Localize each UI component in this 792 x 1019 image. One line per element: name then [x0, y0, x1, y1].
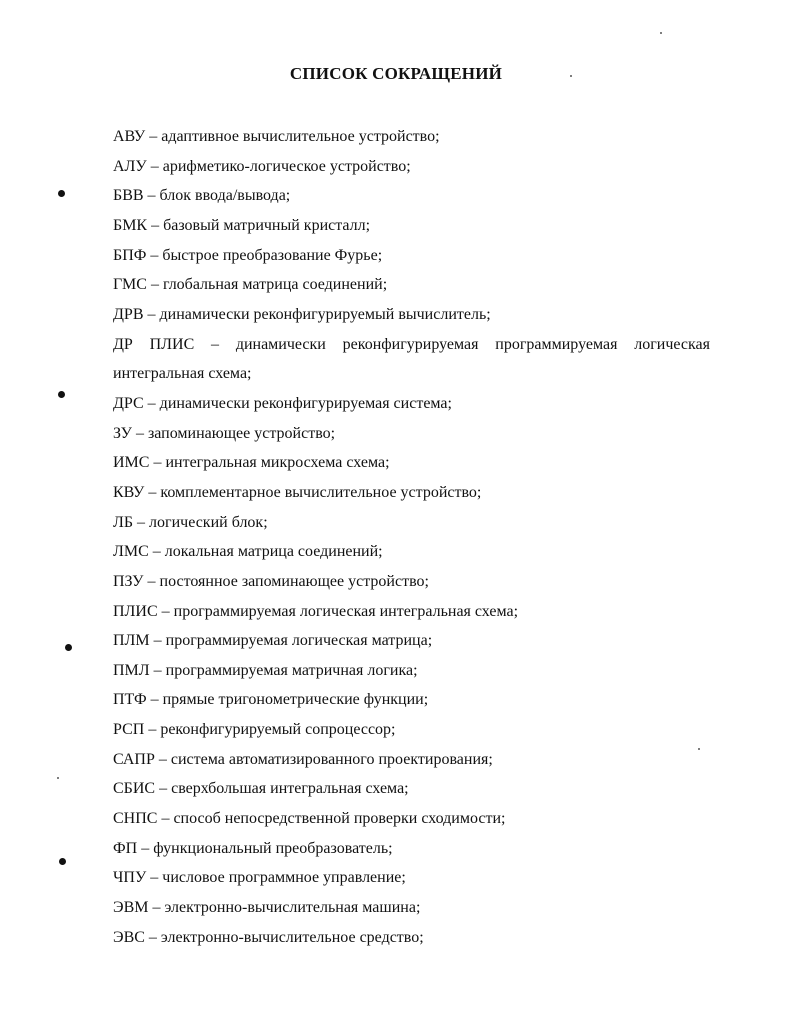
list-item: БПФ – быстрое преобразование Фурье; — [113, 246, 383, 264]
list-item: РСП – реконфигурируемый сопроцессор; — [113, 721, 396, 739]
list-item: ПМЛ – программируемая матричная логика; — [113, 661, 418, 679]
list-item: КВУ – комплементарное вычислительное устройство; — [113, 483, 482, 501]
list-item: СБИС – сверхбольшая интегральная схема; — [113, 780, 409, 798]
page-title: СПИСОК СОКРАЩЕНИЙ — [289, 64, 503, 83]
list-item: ГМС – глобальная матрица соединений; — [113, 276, 388, 294]
punch-hole-mark — [65, 644, 72, 651]
scan-speck — [570, 75, 572, 77]
list-item: ЗУ – запоминающее устройство; — [113, 424, 336, 442]
list-item: ИМС – интегральная микросхема схема; — [113, 454, 390, 472]
list-item: АВУ – адаптивное вычислительное устройство; — [113, 128, 440, 145]
list-item: САПР – система автоматизированного проектирования; — [113, 750, 493, 768]
list-item: СНПС – способ непосредственной проверки сходимости; — [113, 810, 506, 828]
punch-hole-mark — [58, 190, 65, 197]
punch-hole-mark — [58, 391, 65, 398]
list-item: ЛБ – логический блок; — [113, 513, 268, 531]
scan-speck — [57, 777, 59, 779]
list-item: ПТФ – прямые тригонометрические функции; — [113, 691, 429, 709]
list-item: ДРС – динамически реконфигурируемая система; — [113, 394, 452, 412]
list-item: ЭВМ – электронно-вычислительная машина; — [113, 899, 421, 917]
list-item: АЛУ – арифметико-логическое устройство; — [113, 157, 411, 175]
list-item: ФП – функциональный преобразователь; — [113, 839, 393, 857]
list-item: ЭВС – электронно-вычислительное средство; — [113, 928, 424, 946]
list-item: ЧПУ – числовое программное управление; — [113, 869, 406, 887]
list-item: ЛМС – локальная матрица соединений; — [113, 543, 383, 561]
list-item: ПЗУ – постоянное запоминающее устройство; — [113, 572, 429, 590]
list-item: БВВ – блок ввода/вывода; — [113, 187, 291, 205]
scan-speck — [698, 748, 700, 750]
list-item: ПЛМ – программируемая логическая матрица; — [113, 632, 433, 650]
abbreviation-list — [113, 122, 710, 952]
punch-hole-mark — [59, 858, 66, 865]
list-item: БМК – базовый матричный кристалл; — [113, 216, 371, 234]
list-item: ДРВ – динамически реконфигурируемый вычислитель; — [113, 305, 491, 323]
list-item: ДР ПЛИС – динамически реконфигурируемая программируемая логическая интегральная схема; — [113, 335, 710, 383]
list-item: ПЛИС – программируемая логическая интегральная схема; — [113, 602, 519, 620]
scan-speck — [660, 32, 662, 34]
